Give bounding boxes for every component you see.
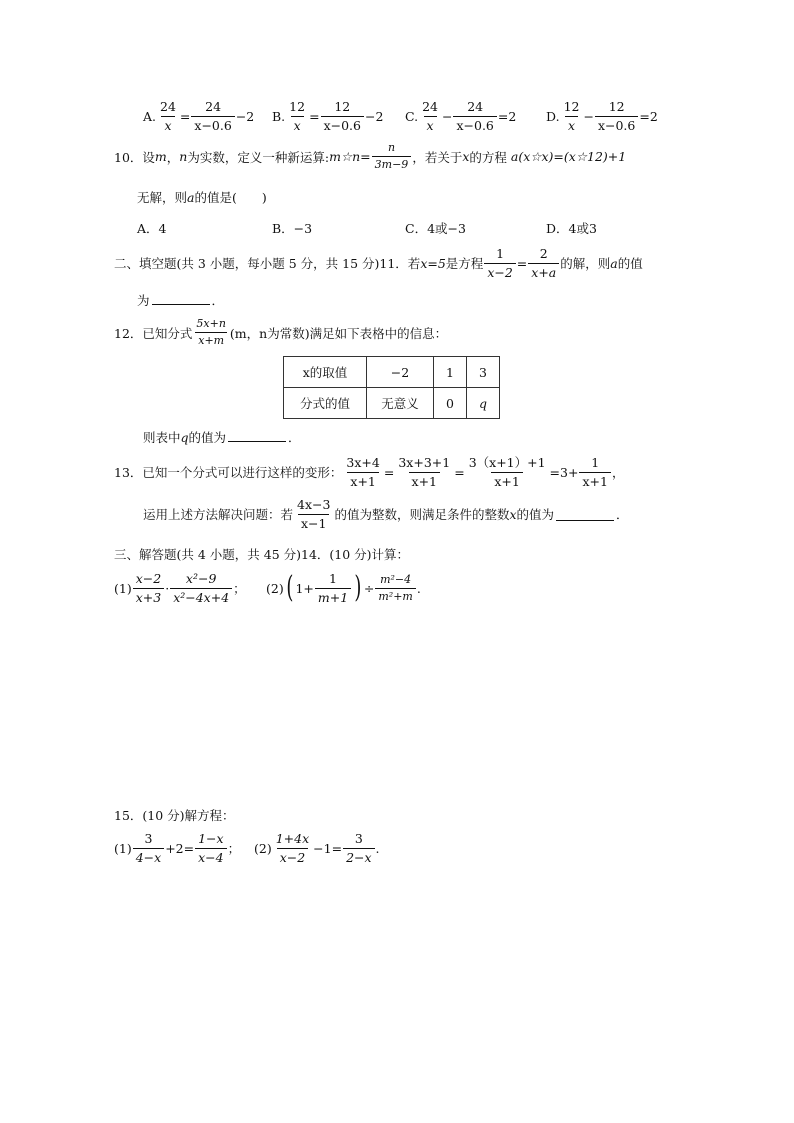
table-cell: 0 [434, 388, 467, 419]
q14-part2: (2) ( 1+ $\frac{1}{m+1}$ ) ÷ $\frac{\text{m²−4}}{\text{m²+m}}$ . [266, 570, 421, 606]
table-cell: 3 [467, 357, 500, 388]
q9-option-c: C. $\frac{24}{x}$ − $\frac{24}{x-0.6}$ =2 [405, 99, 517, 133]
table-row [284, 388, 500, 419]
table-row [284, 357, 500, 388]
q10-option-d: D．4或3 [546, 221, 597, 236]
q15-part1: (1) $\frac{3}{4-x}$ +2= $\frac{1-x}{x-4}$ ； [114, 831, 241, 865]
q11-line2: 为 ． [137, 293, 225, 308]
q10-option-b: B．−3 [272, 221, 313, 236]
q13-line2: 运用上述方法解决问题：若 $\frac{4x-3}{x-1}$ 的值为整数，则满足条件的整数 x 的值为 ． [143, 497, 629, 531]
q10-stem: 10．设 m ， n 为实数，定义一种新运算: m☆n= $\frac{n}{3m-9}$ ，若关于 x 的方程 a(x☆x)=(x☆12)+1 [114, 141, 627, 172]
q9-option-d: D. $\frac{12}{x}$ − $\frac{12}{x-0.6}$ =2 [546, 99, 658, 133]
q12-info-table [283, 356, 500, 419]
q10-option-c: C．4或−3 [405, 221, 466, 236]
q10-stem-line2: 无解，则a的值是( ) [137, 190, 267, 205]
table-cell: 1 [434, 357, 467, 388]
table-cell: −2 [367, 357, 434, 388]
section2-heading-q11: 二、填空题(共 3 小题，每小题 5 分，共 15 分) 11．若 x=5 是方程 $\frac{1}{x-2}$ = $\frac{2}{x+a}$ 的解，则 a 的值 [114, 246, 643, 280]
q12-answer-line: 则表中q的值为 ． [143, 430, 301, 445]
table-cell: 分式的值 [284, 388, 367, 419]
q15-heading: 15．(10 分)解方程： [114, 808, 235, 823]
table-cell: q [467, 388, 500, 419]
q10-option-a: A．4 [137, 221, 167, 236]
q11-answer-blank[interactable] [152, 292, 210, 305]
table-cell: 无意义 [367, 388, 434, 419]
section2-heading: 二、填空题(共 3 小题，每小题 5 分，共 15 分) [114, 256, 380, 272]
section3-heading-q14: 三、解答题(共 4 小题，共 45 分)14．(10 分)计算： [114, 547, 410, 562]
section3-heading: 三、解答题(共 4 小题，共 45 分) [114, 547, 302, 562]
q12-answer-blank[interactable] [228, 429, 286, 442]
table-cell: x的取值 [284, 357, 367, 388]
q13-answer-blank[interactable] [556, 508, 614, 521]
q9-option-a: A. $\frac{24}{x}$ = $\frac{24}{x-0.6}$ −2 [143, 99, 255, 133]
q13-stem: 13．已知一个分式可以进行这样的变形： $\frac{3x+4}{x+1}$ = $\frac{3x+3+1}{x+1}$ = $\frac{3(x+1)+1}{x+1}$ =3+ $\frac{1}{x+1}$ ， [114, 455, 625, 489]
q14-part1: (1) $\frac{x-2}{x+3}$ · $\frac{\text{x²−9}}{\text{x²−4x+4}}$ ； [114, 571, 246, 605]
q12-stem: 12．已知分式 $\frac{5x+n}{x+m}$ (m，n为常数)满足如下表格中的信息： [114, 317, 448, 348]
q9-option-b: B. $\frac{12}{x}$ = $\frac{12}{x-0.6}$ −2 [272, 99, 384, 133]
q15-part2: (2) $\frac{1+4x}{x-2}$ −1= $\frac{3}{2-x}$ . [254, 831, 380, 865]
